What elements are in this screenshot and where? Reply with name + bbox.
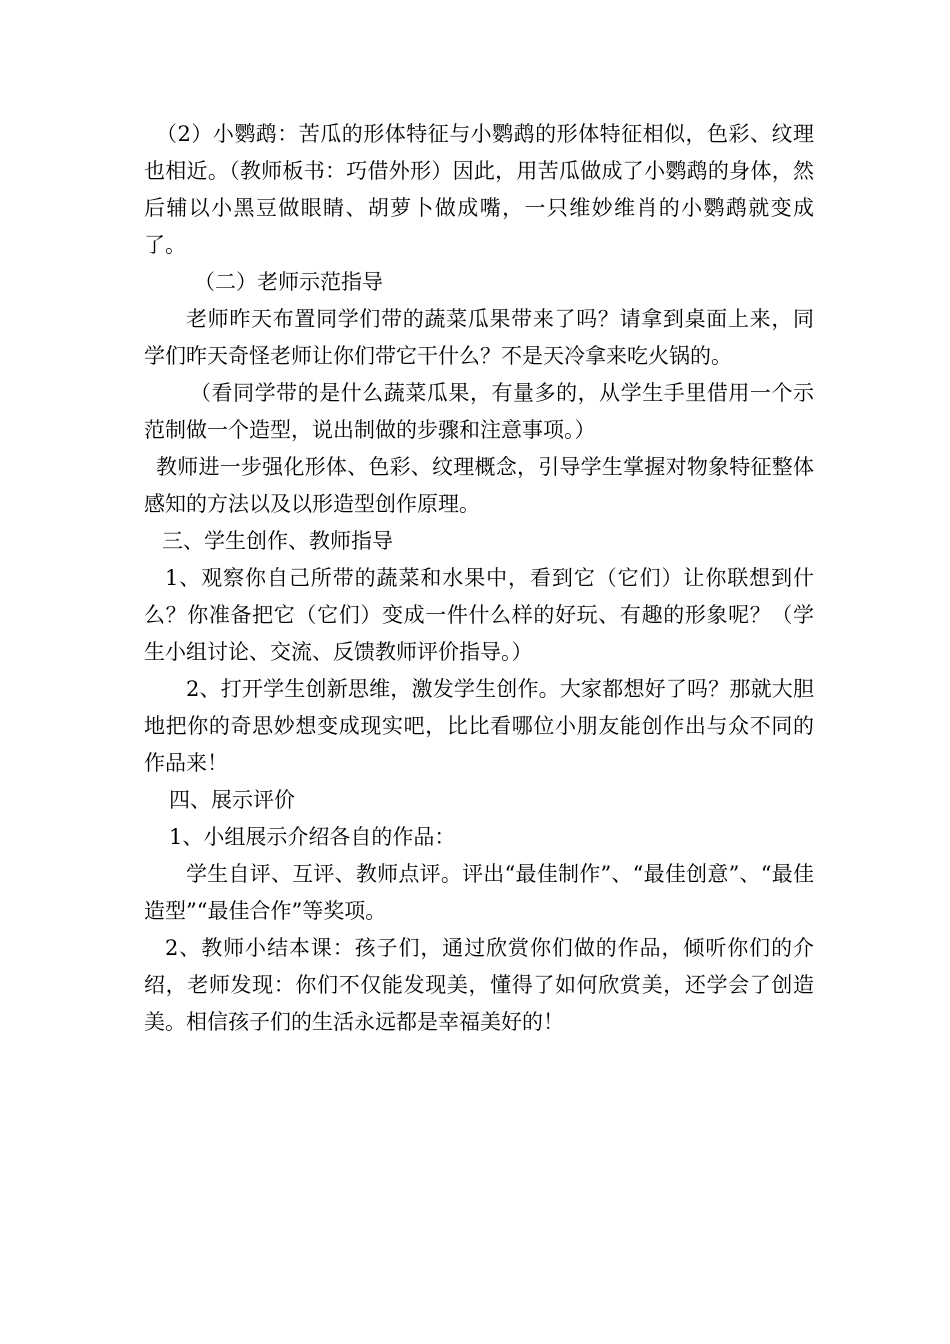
paragraph-observe: 1、观察你自己所带的蔬菜和水果中，看到它（它们）让你联想到什么？你准备把它（它们）变成一件什么样的好玩、有趣的形象呢？（学生小组讨论、交流、反馈教师评价指导。） — [144, 566, 814, 664]
paragraph-teacher-question: 老师昨天布置同学们带的蔬菜瓜果带来了吗？请拿到桌面上来，同学们昨天奇怪老师让你们带它干什么？不是天冷拿来吃火锅的。 — [144, 307, 814, 368]
paragraph-summary: 2、教师小结本课：孩子们，通过欣赏你们做的作品，倾听你们的介绍，老师发现：你们不仅能发现美，懂得了如何欣赏美，还学会了创造美。相信孩子们的生活永远都是幸福美好的！ — [144, 936, 814, 1034]
heading-student-creation: 三、学生创作、教师指导 — [162, 529, 393, 553]
paragraph-teacher-reinforce: 教师进一步强化形体、色彩、纹理概念，引导学生掌握对物象特征整体感知的方法以及以形造型创作原理。 — [144, 455, 814, 516]
paragraph-create: 2、打开学生创新思维，激发学生创作。大家都想好了吗？那就大胆地把你的奇思妙想变成现实吧，比比看哪位小朋友能创作出与众不同的作品来！ — [144, 677, 814, 775]
paragraph-group-display: 1、小组展示介绍各自的作品： — [169, 825, 456, 849]
heading-display-evaluation: 四、展示评价 — [169, 788, 295, 812]
document-body — [144, 116, 814, 1041]
paragraph-demo-note: （看同学带的是什么蔬菜瓜果，有量多的，从学生手里借用一个示范制做一个造型，说出制做的步骤和注意事项。） — [144, 381, 814, 442]
paragraph-awards: 学生自评、互评、教师点评。评出“最佳制作”、“最佳创意”、“最佳造型”“最佳合作”等奖项。 — [144, 862, 814, 923]
heading-teacher-demo: （二）老师示范指导 — [194, 270, 383, 294]
paragraph-parrot-example: （2）小鹦鹉：苦瓜的形体特征与小鹦鹉的形体特征相似，色彩、纹理也相近。（教师板书：巧借外形）因此，用苦瓜做成了小鹦鹉的身体，然后辅以小黑豆做眼睛、胡萝卜做成嘴，一只维妙维肖的小鹦鹉就变成了。 — [144, 122, 814, 257]
